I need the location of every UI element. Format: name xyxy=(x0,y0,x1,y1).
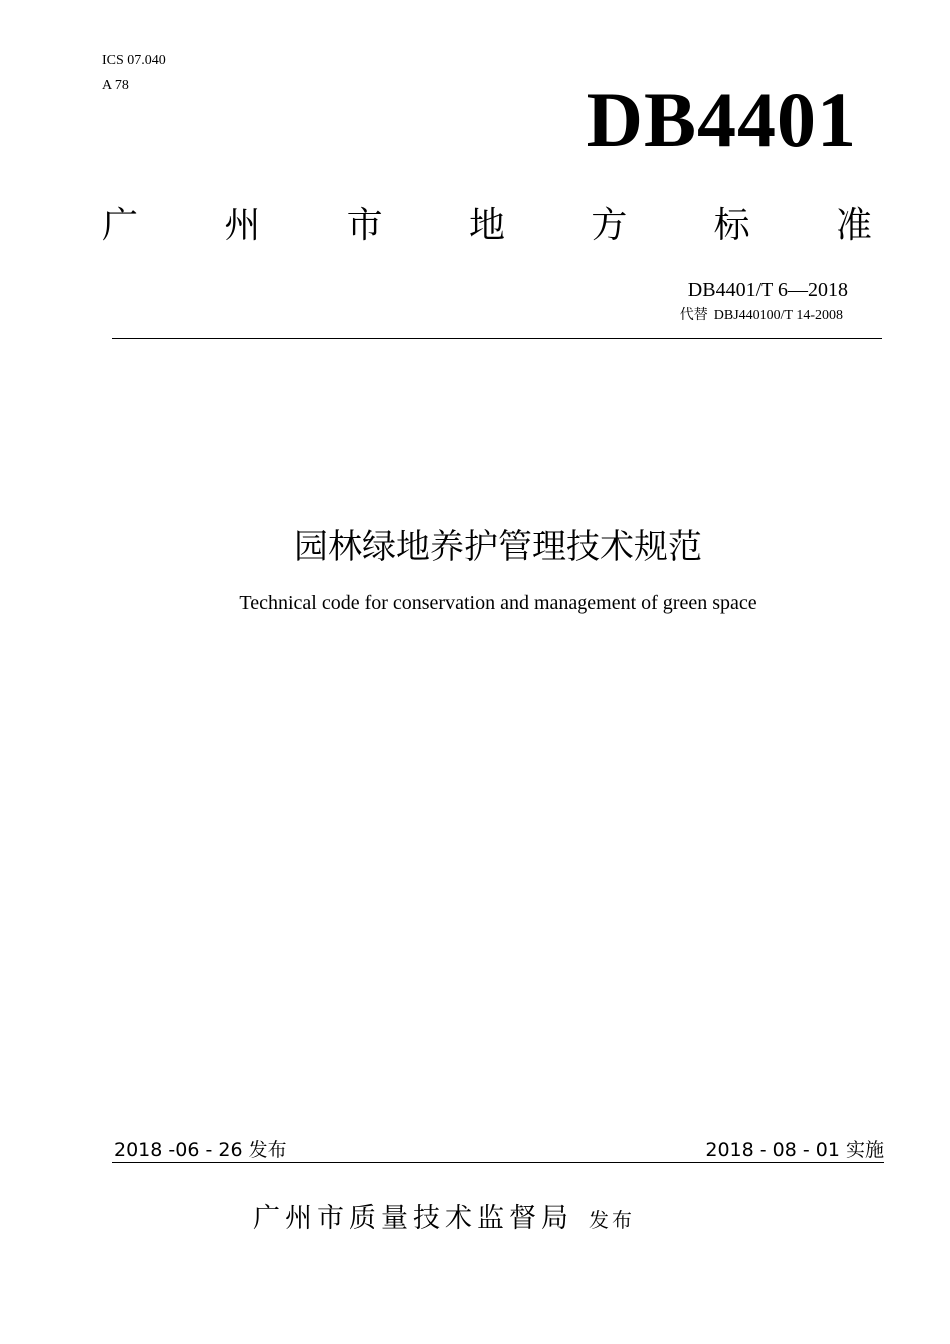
standard-number: DB4401/T 6—2018 xyxy=(687,279,848,301)
document-title-zh: 园林绿地养护管理技术规范 xyxy=(294,527,702,567)
replaced-standard-number: DBJ440100/T 14-2008 xyxy=(713,308,843,323)
standard-type-char: 地 xyxy=(468,204,505,246)
document-title-en: Technical code for conservation and management of green space xyxy=(239,592,757,614)
standard-type-char: 方 xyxy=(591,204,628,246)
issue-date: 2018 -06 - 26 发布 xyxy=(114,1139,287,1161)
footer-divider xyxy=(112,1162,884,1163)
classification-code: A 78 xyxy=(102,78,129,93)
header-divider xyxy=(112,338,882,339)
standard-type-char: 市 xyxy=(346,204,383,246)
publisher xyxy=(253,1200,635,1239)
replaces-line xyxy=(680,306,843,325)
publisher-name: 广州市质量技术监督局 xyxy=(253,1203,573,1234)
ics-code: ICS 07.040 xyxy=(102,53,166,68)
standard-type-char: 标 xyxy=(713,204,750,246)
standard-type-char: 州 xyxy=(224,204,261,246)
effective-date: 2018 - 08 - 01 实施 xyxy=(705,1139,884,1161)
standard-type-char: 准 xyxy=(835,204,872,246)
standard-mark: DB4401 xyxy=(586,76,857,163)
replaces-label: 代替 xyxy=(679,307,708,323)
publisher-suffix: 发布 xyxy=(589,1208,635,1232)
standard-type-heading xyxy=(102,197,872,247)
standard-type-char: 广 xyxy=(102,204,139,246)
